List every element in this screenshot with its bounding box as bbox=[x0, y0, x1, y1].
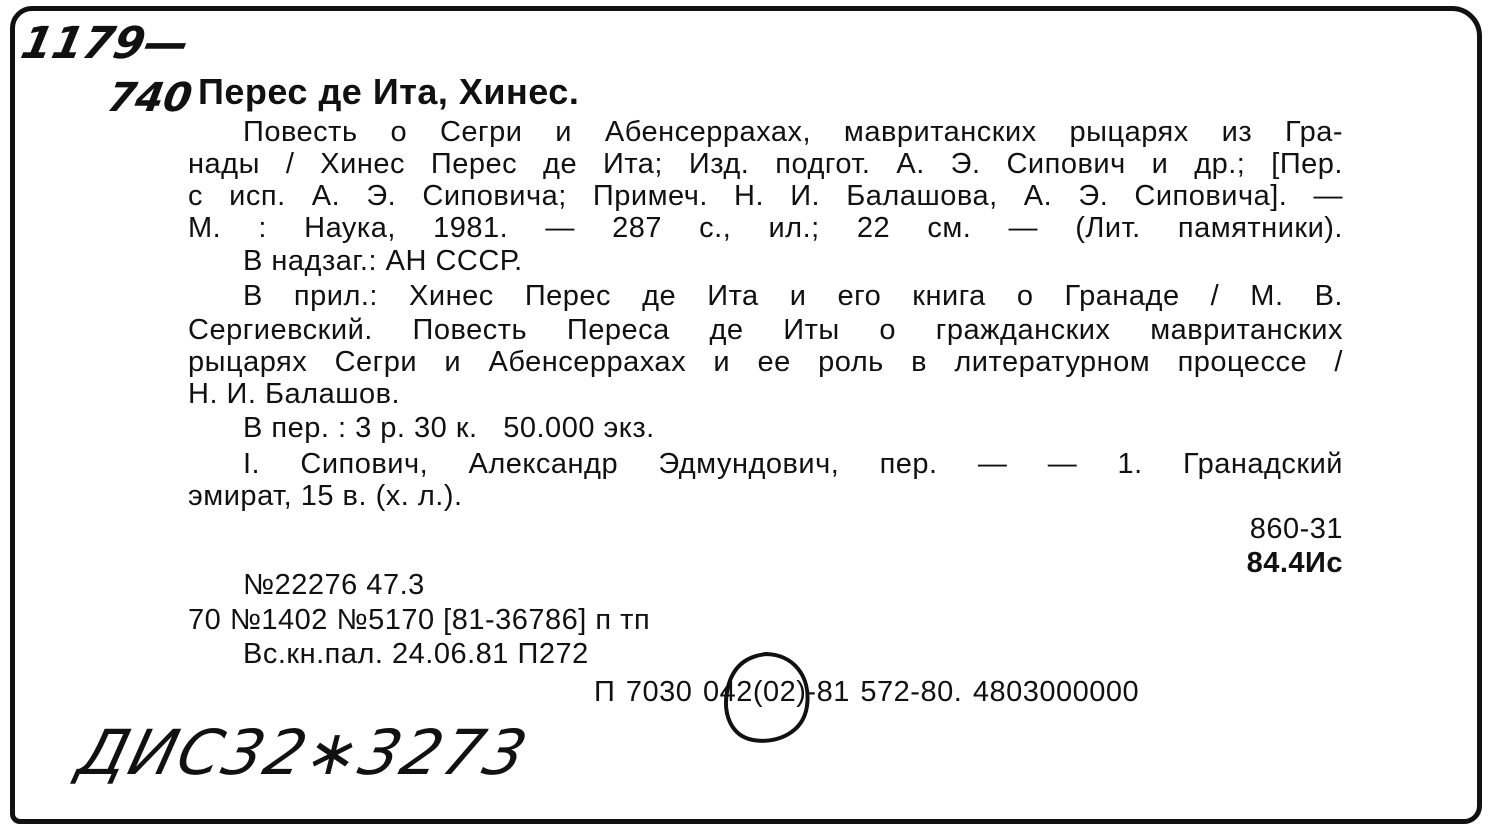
card-author-heading: Перес де Ита, Хинес. bbox=[198, 71, 580, 112]
appendix-line: Н. И. Балашов. bbox=[188, 378, 401, 410]
imprint-line: П 7030 042(02)-81 572-80. 4803000000 bbox=[594, 676, 1140, 708]
header-note: В надзаг.: АН СССР. bbox=[243, 245, 523, 277]
description-line: М. : Наука, 1981. — 287 с., ил.; 22 см. — (Лит. памятники). bbox=[188, 212, 1343, 244]
binding-note: В пер. : 3 р. 30 к. 50.000 экз. bbox=[243, 412, 655, 444]
handwritten-top-mark: 1179— bbox=[16, 18, 194, 69]
appendix-line: В прил.: Хинес Перес де Ита и его книга о Гранаде / М. В. bbox=[243, 280, 1343, 312]
handwritten-bottom-mark: ДИС32∗3273 bbox=[71, 716, 536, 789]
description-line: с исп. А. Э. Сиповича; Примеч. Н. И. Балашова, А. Э. Сиповича]. — bbox=[188, 180, 1343, 212]
imprint-line: Вс.кн.пал. 24.06.81 П272 bbox=[243, 638, 589, 670]
handwritten-call-mark: 740 bbox=[103, 75, 196, 121]
description-line: Повесть о Сегри и Абенсеррахах, мавританских рыцарях из Гра- bbox=[243, 116, 1343, 148]
tracing-line: эмират, 15 в. (х. л.). bbox=[188, 480, 463, 512]
imprint-line: 70 №1402 №5170 [81-36786] п тп bbox=[188, 604, 651, 636]
appendix-line: рыцарях Сегри и Абенсеррахах и ее роль в литературном процессе / bbox=[188, 346, 1343, 378]
order-number: №22276 47.3 bbox=[243, 569, 425, 601]
appendix-line: Сергиевский. Повесть Переса де Иты о гражданских мавританских bbox=[188, 314, 1343, 346]
handdrawn-circle bbox=[715, 648, 815, 748]
tracing-line: I. Сипович, Александр Эдмундович, пер. — — 1. Гранадский bbox=[243, 448, 1343, 480]
description-line: нады / Хинес Перес де Ита; Изд. подгот. А. Э. Сипович и др.; [Пер. bbox=[188, 148, 1343, 180]
udc-index: 860-31 bbox=[1249, 513, 1343, 545]
bbk-index: 84.4Ис bbox=[1246, 547, 1343, 579]
